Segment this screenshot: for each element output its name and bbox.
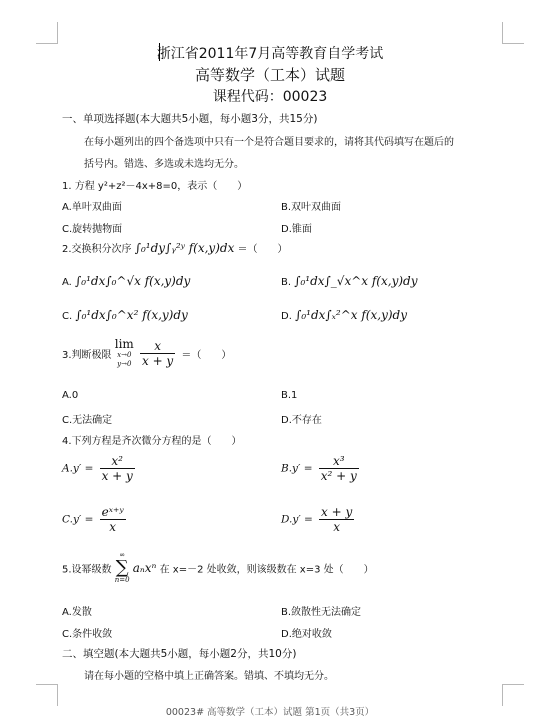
q2-stem-integral: ∫₀¹dy∫ᵧ²ʸ f(x,y)dx [134, 241, 235, 255]
subject-title: 高等数学（工本）试题 [194, 66, 345, 84]
q2-option-b-math: ∫₀¹dx∫_√x^x f(x,y)dy [294, 274, 418, 288]
q3-option-b: B.1 [281, 390, 298, 401]
q4-option-d-num: x + y [321, 505, 353, 519]
q4-option-b-den: x² + y [320, 469, 357, 483]
course-code: 课程代码：00023 [212, 89, 328, 105]
q5-option-d: D.绝对收敛 [281, 629, 332, 640]
q2-option-d-label: D. [281, 311, 292, 322]
q4-stem: 4.下列方程是齐次微分方程的是（ ） [62, 436, 242, 447]
q4-option-b [281, 454, 362, 483]
q1-stem: 1. 方程 y²+z²－4x+8=0，表示（ ） [62, 181, 248, 192]
q4-option-a-num: x² [100, 454, 135, 469]
q5-stem [62, 552, 374, 584]
q5-option-c: C.条件收敛 [62, 629, 113, 640]
q1-option-a: A.单叶双曲面 [62, 202, 122, 213]
q2-option-d-math: ∫₀¹dx∫ₓ²^x f(x,y)dy [295, 308, 407, 322]
q2-option-c-math: ∫₀¹dx∫₀^x² f(x,y)dy [75, 308, 188, 322]
q4-option-c [62, 505, 129, 534]
q4-option-b-fraction [319, 454, 359, 483]
crop-mark-bottom-right-v [502, 684, 503, 706]
q3-stem [62, 338, 231, 369]
crop-mark-top-left-v [57, 22, 58, 44]
section1-title: 一、单项选择题(本大题共5小题，每小题3分，共15分) [62, 113, 318, 125]
q4-option-a-fraction [100, 454, 135, 483]
crop-mark-bottom-left-h [36, 684, 58, 685]
section2-title: 二、填空题(本大题共5小题，每小题2分，共10分) [62, 648, 297, 660]
q3-option-a: A.0 [62, 390, 79, 401]
q4-option-c-fraction [100, 505, 126, 534]
q4-option-c-label: C.y′ = [62, 513, 94, 526]
q2-stem-suffix: ＝（ ） [237, 244, 288, 255]
q5-summation [115, 552, 130, 584]
q5-option-b: B.敛散性无法确定 [281, 607, 362, 618]
q4-option-a-label: A.y′ = [62, 462, 94, 475]
q2-option-b-label: B. [281, 277, 292, 288]
q2-option-c [62, 308, 188, 322]
q5-stem-suffix: 在 x=－2 处收敛，则该级数在 x=3 处（ ） [159, 564, 374, 576]
q2-option-a-math: ∫₀¹dx∫₀^√x f(x,y)dy [75, 274, 191, 288]
q5-stem-prefix: 5.设幂级数 [62, 564, 112, 576]
q4-option-b-num: x³ [319, 454, 359, 469]
q5-sum-bottom: n=0 [114, 576, 130, 584]
q3-lim-sub-x: x→0 [117, 351, 132, 359]
q4-option-c-den: x [109, 520, 117, 534]
q4-option-d-label: D.y′ = [281, 513, 313, 526]
q2-option-a-label: A. [62, 277, 72, 288]
q3-limit [115, 338, 134, 369]
q3-fraction-den: x + y [141, 354, 174, 368]
q3-stem-prefix: 3.判断极限 [62, 350, 112, 361]
q2-option-c-label: C. [62, 311, 73, 322]
crop-mark-top-right-v [502, 22, 503, 44]
q1-option-c: C.旋转抛物面 [62, 224, 123, 235]
q3-fraction-num: x [140, 339, 175, 354]
q5-option-a: A.发散 [62, 607, 92, 618]
q1-option-b: B.双叶双曲面 [281, 202, 342, 213]
q4-option-d-fraction [319, 505, 354, 534]
q1-option-d: D.锥面 [281, 224, 312, 235]
q5-sum-top: ∞ [119, 551, 126, 559]
crop-mark-bottom-left-v [57, 684, 58, 706]
section2-instruction: 请在每小题的空格中填上正确答案。错填、不填均无分。 [84, 671, 334, 682]
q2-option-a [62, 274, 190, 288]
q4-option-b-label: B.y′ = [281, 462, 313, 475]
exam-title: 浙江省2011年7月高等教育自学考试 [156, 46, 384, 62]
q3-fraction [140, 339, 175, 368]
q5-sum-symbol: ∑ [115, 557, 129, 578]
q3-lim-word: lim [114, 337, 134, 351]
section1-instruction-2: 括号内。错选、多选或未选均无分。 [84, 159, 244, 170]
q2-option-d [281, 308, 407, 322]
q5-term: aₙxⁿ [132, 561, 157, 575]
page-footer: 00023# 高等数学（工本）试题 第1页（共3页） [165, 707, 375, 718]
q4-option-a [62, 454, 138, 483]
q4-option-a-den: x + y [101, 469, 133, 483]
section1-instruction-1: 在每小题列出的四个备选项中只有一个是符合题目要求的，请将其代码填写在题后的 [84, 137, 454, 148]
q4-option-c-num: eˣ⁺ʸ [101, 505, 124, 519]
q3-option-d: D.不存在 [281, 415, 322, 426]
q4-option-d [281, 505, 357, 534]
q4-option-d-den: x [333, 520, 341, 534]
q2-option-b [281, 274, 418, 288]
q2-stem-prefix: 2.交换积分次序 [62, 244, 132, 255]
crop-mark-bottom-right-h [502, 684, 524, 685]
q3-option-c: C.无法确定 [62, 415, 113, 426]
q3-stem-suffix: ＝（ ） [181, 350, 232, 361]
q2-stem [62, 240, 288, 255]
q3-lim-sub-y: y→0 [117, 360, 132, 368]
